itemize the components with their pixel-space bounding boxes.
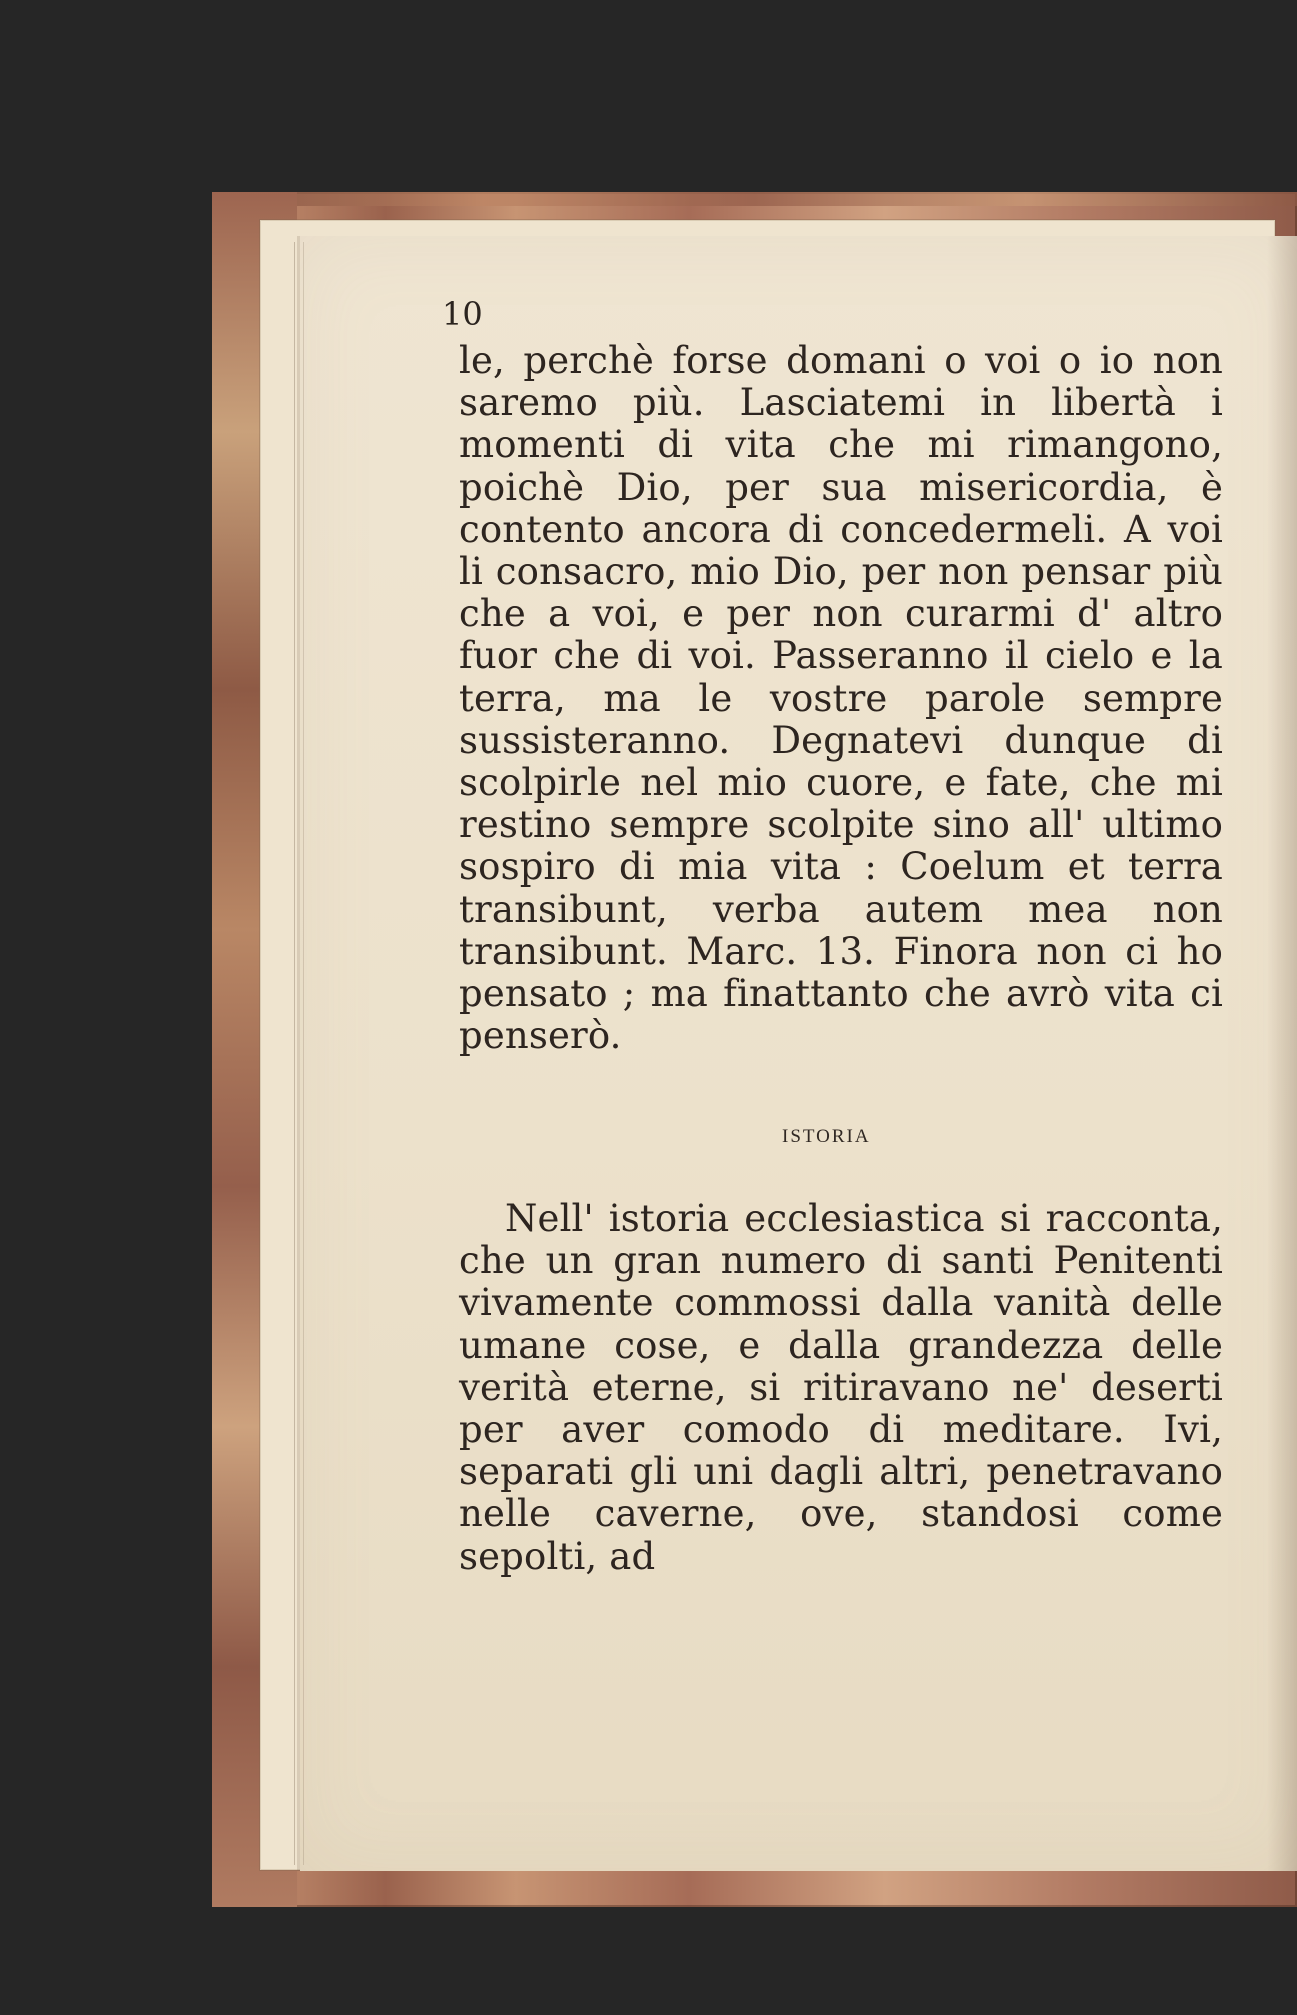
second-text: [459, 1198, 1223, 1578]
main-text: [459, 340, 1223, 1057]
section-heading: ISTORIA: [782, 1126, 871, 1147]
page-number: 10: [442, 295, 483, 333]
paragraph-1: le, perchè forse domani o voi o io non saremo più. Lasciatemi in libertà i momenti di vita che mi rimangono, poichè Dio, per sua misericordia, è contento ancora di concedermeli. A voi li consacro, mio Dio, per non pensar più che a voi, e per non curarmi d' altro fuor che di voi. Passeranno il cielo e la terra, ma le vostre parole sempre sussisteranno. Degnatevi dunque di scolpirle nel mio cuore, e fate, che mi restino sempre scolpite sino all' ultimo sospiro di mia vita : Coelum et terra transibunt, verba autem mea non transibunt. Marc. 13. Finora non ci ho pensato ; ma finattanto che avrò vita ci penserò.: [459, 339, 1223, 1058]
paragraph-2: Nell' istoria ecclesiastica si racconta, che un gran numero di santi Penitenti vivamente commossi dalla vanità delle umane cose, e dalla grandezza delle verità eterne, si ritiravano ne' deserti per aver comodo di meditare. Ivi, separati gli uni dagli altri, penetravano nelle caverne, ove, standosi come sepolti, ad: [459, 1197, 1223, 1578]
book-top-edge: [212, 192, 1297, 206]
page-edge-shadow: [1267, 236, 1297, 1871]
